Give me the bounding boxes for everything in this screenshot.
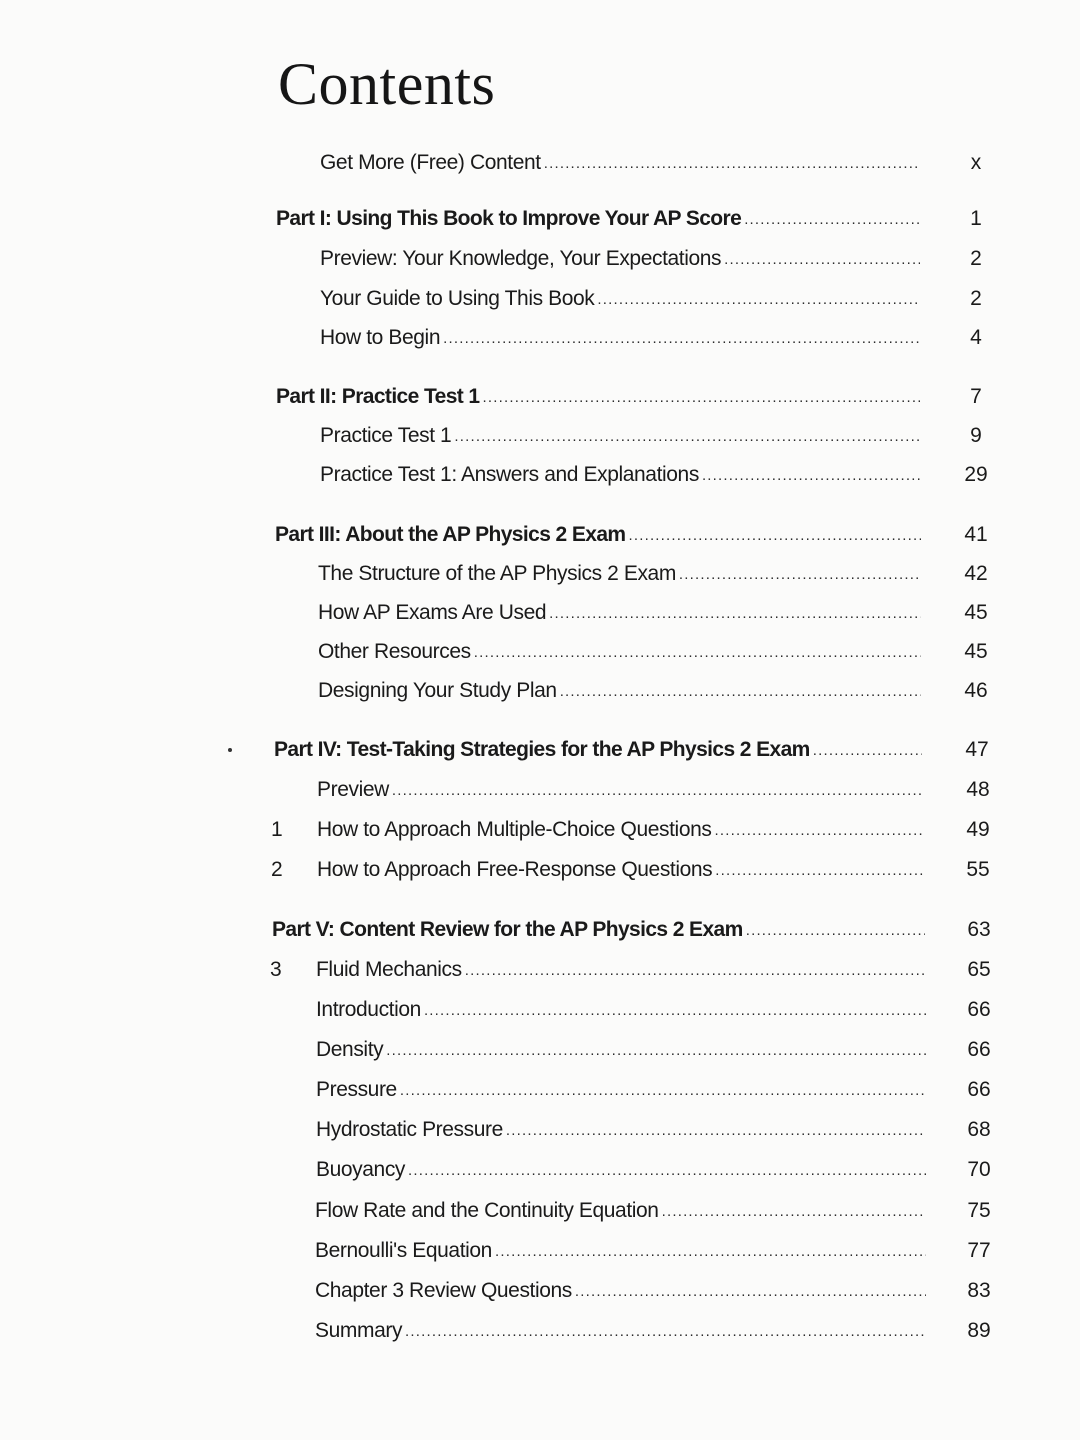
toc-page-number: 75 (967, 1199, 991, 1222)
toc-page-number: 83 (967, 1279, 991, 1302)
toc-page-number: 29 (964, 463, 988, 486)
toc-entry[interactable] (315, 1235, 991, 1267)
dot-leader (715, 855, 925, 887)
toc-entry[interactable] (316, 1074, 991, 1106)
toc-entry-label: Buoyancy (316, 1158, 406, 1181)
dot-leader (405, 1316, 926, 1348)
dot-leader (813, 735, 922, 767)
dot-leader (465, 955, 926, 987)
toc-page-number: 4 (970, 326, 982, 349)
toc-page-number: x (970, 151, 982, 174)
toc-entry-label: Pressure (316, 1078, 397, 1101)
dot-leader (495, 1236, 926, 1268)
toc-part-4[interactable] (274, 734, 989, 766)
toc-part-label: Part V: Content Review for the AP Physics 2 Exam (272, 918, 743, 941)
toc-entry-label: Introduction (316, 998, 421, 1021)
dot-leader (544, 148, 920, 180)
toc-part-5[interactable] (272, 914, 991, 946)
toc-page-number: 55 (966, 858, 990, 881)
toc-page-number: 2 (970, 247, 982, 270)
toc-page-number: 42 (964, 562, 988, 585)
dot-leader (408, 1155, 926, 1187)
toc-entry-label: How AP Exams Are Used (318, 601, 547, 624)
toc-page-number: 63 (967, 918, 991, 941)
toc-page-number: 2 (970, 287, 982, 310)
dot-leader (424, 995, 926, 1027)
toc-entry[interactable] (316, 1114, 991, 1146)
toc-part-label: Part III: About the AP Physics 2 Exam (275, 523, 626, 546)
toc-part-2[interactable] (276, 381, 982, 413)
toc-entry[interactable] (318, 558, 988, 590)
dot-leader (400, 1075, 926, 1107)
toc-entry[interactable] (316, 1154, 991, 1186)
toc-page-number: 65 (967, 958, 991, 981)
dot-leader (662, 1196, 926, 1228)
toc-page-number: 66 (967, 998, 991, 1021)
dot-leader (482, 382, 920, 414)
dot-leader (724, 244, 920, 276)
toc-entry-label: How to Begin (320, 326, 441, 349)
dot-leader (744, 204, 920, 236)
toc-part-3[interactable] (275, 519, 988, 551)
toc-page-number: 7 (970, 385, 982, 408)
toc-part-1[interactable] (276, 203, 982, 235)
toc-entry[interactable] (318, 675, 988, 707)
toc-page-number: 9 (970, 424, 982, 447)
toc-entry[interactable] (315, 1315, 991, 1347)
toc-entry[interactable] (320, 420, 982, 452)
toc-entry-label: Bernoulli's Equation (315, 1239, 492, 1262)
chapter-number: 1 (271, 818, 283, 841)
dot-leader (746, 915, 925, 947)
toc-entry-label: How to Approach Multiple-Choice Questions (317, 818, 712, 841)
toc-page-number: 89 (967, 1319, 991, 1342)
dot-leader (443, 323, 920, 355)
toc-page-number: 66 (967, 1078, 991, 1101)
toc-entry-label: Practice Test 1: Answers and Explanations (320, 463, 699, 486)
toc-entry-label: Preview: Your Knowledge, Your Expectations (320, 247, 722, 270)
toc-entry-label: Chapter 3 Review Questions (315, 1279, 572, 1302)
toc-entry[interactable] (317, 774, 990, 806)
page-title: Contents (278, 51, 496, 117)
toc-chapter-1[interactable] (271, 814, 990, 846)
toc-entry[interactable] (315, 1195, 991, 1227)
toc-page-number: 41 (964, 523, 988, 546)
toc-entry-label: Hydrostatic Pressure (316, 1118, 503, 1141)
toc-chapter-2[interactable] (271, 854, 990, 886)
toc-page-number: 49 (966, 818, 990, 841)
toc-entry[interactable] (320, 459, 988, 491)
toc-page-number: 70 (967, 1158, 991, 1181)
dot-leader (474, 637, 921, 669)
toc-entry-label: Flow Rate and the Continuity Equation (315, 1199, 659, 1222)
dot-leader (628, 520, 921, 552)
toc-page-number: 68 (967, 1118, 991, 1141)
toc-page-number: 46 (964, 679, 988, 702)
toc-entry[interactable] (318, 636, 988, 668)
dot-leader (392, 775, 923, 807)
toc-entry-label: Preview (317, 778, 389, 801)
toc-entry-label: Other Resources (318, 640, 471, 663)
toc-page-number: 47 (965, 738, 989, 761)
toc-entry-label: Get More (Free) Content (320, 151, 541, 174)
dot-leader (506, 1115, 926, 1147)
toc-page-number: 48 (966, 778, 990, 801)
dot-leader (575, 1276, 926, 1308)
toc-entry[interactable] (315, 1275, 991, 1307)
toc-entry[interactable] (320, 322, 982, 354)
toc-part-label: Part I: Using This Book to Improve Your AP Score (276, 207, 742, 230)
toc-entry[interactable] (320, 283, 982, 315)
chapter-number: 3 (270, 958, 282, 981)
toc-entry-label: Density (316, 1038, 384, 1061)
toc-entry-label: Fluid Mechanics (316, 958, 462, 981)
toc-entry-label: Summary (315, 1319, 403, 1342)
dot-leader (702, 460, 920, 492)
toc-part-label: Part II: Practice Test 1 (276, 385, 480, 408)
toc-entry-label: Designing Your Study Plan (318, 679, 557, 702)
toc-part-label: Part IV: Test-Taking Strategies for the AP Physics 2 Exam (274, 738, 810, 761)
toc-entry-label: Your Guide to Using This Book (320, 287, 595, 310)
toc-entry[interactable] (316, 1034, 991, 1066)
toc-page-number: 45 (964, 601, 988, 624)
toc-entry-free-content[interactable] (320, 147, 982, 179)
dot-leader (549, 598, 921, 630)
dot-leader (386, 1035, 926, 1067)
toc-page-number: 45 (964, 640, 988, 663)
dot-leader (679, 559, 921, 591)
toc-entry[interactable] (316, 994, 991, 1026)
dot-leader (454, 421, 920, 453)
dot-leader (597, 284, 920, 316)
toc-entry[interactable] (318, 597, 988, 629)
toc-chapter-3[interactable] (270, 954, 991, 986)
dot-leader (560, 676, 921, 708)
toc-page-number: 1 (970, 207, 982, 230)
toc-entry[interactable] (320, 243, 982, 275)
toc-entry-label: Practice Test 1 (320, 424, 452, 447)
toc-page-number: 66 (967, 1038, 991, 1061)
toc-entry-label: How to Approach Free-Response Questions (317, 858, 713, 881)
chapter-number: 2 (271, 858, 283, 881)
stray-ink-dot (228, 748, 232, 752)
dot-leader (714, 815, 924, 847)
toc-page-number: 77 (967, 1239, 991, 1262)
toc-entry-label: The Structure of the AP Physics 2 Exam (318, 562, 676, 585)
